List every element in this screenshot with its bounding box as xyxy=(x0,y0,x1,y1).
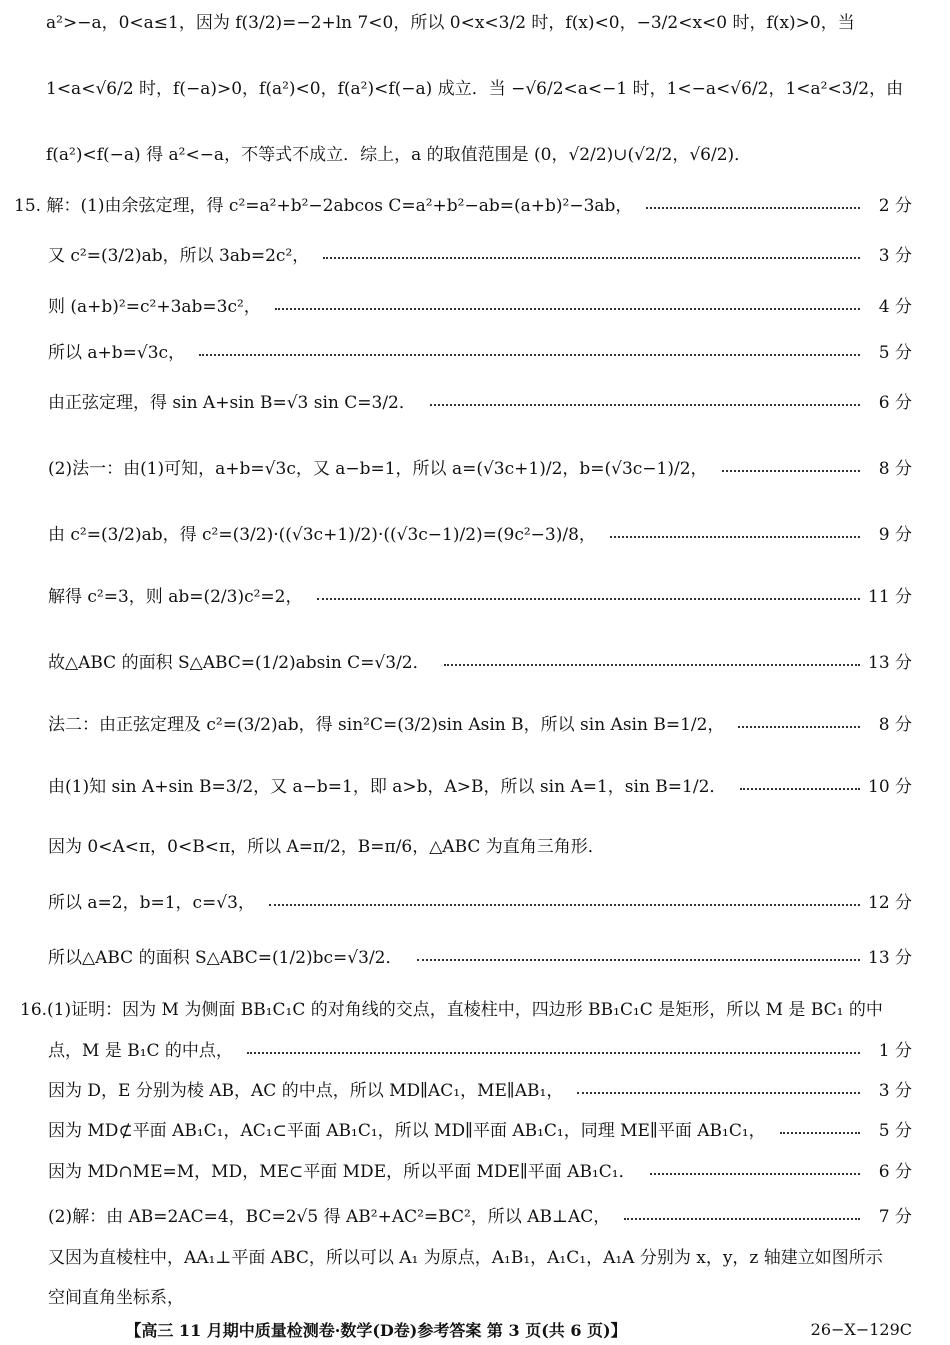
q15-row-3 xyxy=(0,292,950,317)
q15-row-5-text: 由正弦定理，得 sin A+sin B=√3 sin C=3/2． xyxy=(48,393,416,413)
q16-row-5 xyxy=(0,1202,950,1227)
q15-row-7-score: 9 分 xyxy=(878,525,912,545)
q16-row-1 xyxy=(0,1036,950,1061)
q16-line-1: 16.(1)证明：因为 M 为侧面 BB₁C₁C 的对角线的交点，直棱柱中，四边形 BB₁C₁C 是矩形，所以 M 是 BC₁ 的中 xyxy=(20,1000,883,1020)
q16-line-2: 又因为直棱柱中，AA₁⊥平面 ABC，所以可以 A₁ 为原点，A₁B₁，A₁C₁，A₁A 分别为 x，y，z 轴建立如图所示 xyxy=(48,1248,883,1268)
q16-row-1-score: 1 分 xyxy=(878,1041,912,1061)
q15-row-4-score: 5 分 xyxy=(878,343,912,363)
q16-row-4-text: 因为 MD∩ME=M，MD，ME⊂平面 MDE，所以平面 MDE∥平面 AB₁C₁． xyxy=(48,1162,636,1182)
q16-line-3: 空间直角坐标系， xyxy=(48,1288,184,1308)
leader-dots xyxy=(624,1218,860,1220)
footer-title: 【高三 11 月期中质量检测卷·数学(D卷)参考答案 第 3 页(共 6 页)】 xyxy=(125,1321,627,1340)
q15-row-7 xyxy=(0,520,950,545)
q16-row-1-text: 点，M 是 B₁C 的中点， xyxy=(48,1041,233,1061)
footer-code: 26−X−129C xyxy=(810,1320,912,1339)
q15-row-13-text: 所以△ABC 的面积 S△ABC=(1/2)bc=√3/2． xyxy=(48,948,403,968)
q15-row-11-score: 10 分 xyxy=(868,777,913,797)
q15-row-12-text: 所以 a=2，b=1，c=√3， xyxy=(48,893,255,913)
leader-dots xyxy=(317,598,861,600)
leader-dots xyxy=(722,470,860,472)
q16-row-2-score: 3 分 xyxy=(878,1081,912,1101)
q15-row-9-score: 13 分 xyxy=(868,653,913,673)
q15-row-6 xyxy=(0,454,950,479)
leader-dots xyxy=(444,664,860,666)
q15-row-5 xyxy=(0,388,950,413)
q15-row-13 xyxy=(0,943,950,968)
q15-row-8 xyxy=(0,582,950,607)
q16-row-2 xyxy=(0,1076,950,1101)
q15-note: 因为 0<A<π，0<B<π，所以 A=π/2，B=π/6，△ABC 为直角三角形． xyxy=(48,837,605,857)
q15-row-1-score: 2 分 xyxy=(878,196,912,216)
q15-row-4 xyxy=(0,338,950,363)
leader-dots xyxy=(650,1173,860,1175)
leader-dots xyxy=(646,207,860,209)
q16-row-3-score: 5 分 xyxy=(878,1121,912,1141)
leader-dots xyxy=(275,308,860,310)
leader-dots xyxy=(269,904,860,906)
intro-line-2: 1<a<√6/2 时，f(−a)>0，f(a²)<0，f(a²)<f(−a) 成立．当 −√6/2<a<−1 时，1<−a<√6/2，1<a²<3/2，由 xyxy=(46,79,904,99)
q15-row-5-score: 6 分 xyxy=(878,393,912,413)
q16-row-5-score: 7 分 xyxy=(878,1207,912,1227)
q15-row-2 xyxy=(0,241,950,266)
q15-row-2-text: 又 c²=(3/2)ab，所以 3ab=2c²， xyxy=(48,246,310,266)
q16-row-2-text: 因为 D，E 分别为棱 AB，AC 的中点，所以 MD∥AC₁，ME∥AB₁， xyxy=(48,1081,564,1101)
q15-row-12 xyxy=(0,888,950,913)
leader-dots xyxy=(780,1132,860,1134)
q15-row-4-text: 所以 a+b=√3c， xyxy=(48,343,186,363)
q15-row-10-score: 8 分 xyxy=(878,715,912,735)
leader-dots xyxy=(430,404,860,406)
q15-row-8-text: 解得 c²=3，则 ab=(2/3)c²=2， xyxy=(48,587,303,607)
q15-row-3-score: 4 分 xyxy=(878,297,912,317)
leader-dots xyxy=(247,1052,860,1054)
q16-row-3 xyxy=(0,1116,950,1141)
q15-row-10-text: 法二：由正弦定理及 c²=(3/2)ab，得 sin²C=(3/2)sin Asin B，所以 sin Asin B=1/2， xyxy=(48,715,725,735)
q16-row-4-score: 6 分 xyxy=(878,1162,912,1182)
q16-row-5-text: (2)解：由 AB=2AC=4，BC=2√5 得 AB²+AC²=BC²，所以 AB⊥AC， xyxy=(48,1207,611,1227)
q15-row-6-text: (2)法一：由(1)可知，a+b=√3c，又 a−b=1，所以 a=(√3c+1)/2，b=(√3c−1)/2， xyxy=(48,459,708,479)
leader-dots xyxy=(740,788,860,790)
leader-dots xyxy=(199,354,860,356)
q15-row-10 xyxy=(0,710,950,735)
q15-row-1 xyxy=(0,191,950,216)
q15-row-8-score: 11 分 xyxy=(868,587,913,607)
q15-row-11-text: 由(1)知 sin A+sin B=3/2，又 a−b=1，即 a>b，A>B，所以 sin A=1，sin B=1/2． xyxy=(48,777,727,797)
q15-row-9 xyxy=(0,648,950,673)
q15-row-9-text: 故△ABC 的面积 S△ABC=(1/2)absin C=√3/2． xyxy=(48,653,430,673)
leader-dots xyxy=(610,536,860,538)
intro-line-3: f(a²)<f(−a) 得 a²<−a，不等式不成立．综上，a 的取值范围是 (0，√2/2)∪(√2/2，√6/2)． xyxy=(46,145,752,165)
q15-row-12-score: 12 分 xyxy=(868,893,913,913)
leader-dots xyxy=(577,1092,860,1094)
q15-row-13-score: 13 分 xyxy=(868,948,913,968)
page-footer xyxy=(0,1318,950,1341)
q15-row-3-text: 则 (a+b)²=c²+3ab=3c²， xyxy=(48,297,261,317)
q15-row-2-score: 3 分 xyxy=(878,246,912,266)
q16-row-3-text: 因为 MD⊄平面 AB₁C₁，AC₁⊂平面 AB₁C₁，所以 MD∥平面 AB₁C₁，同理 ME∥平面 AB₁C₁， xyxy=(48,1121,766,1141)
q15-row-1-text: 15. 解：(1)由余弦定理，得 c²=a²+b²−2abcos C=a²+b²−ab=(a+b)²−3ab， xyxy=(14,196,633,216)
leader-dots xyxy=(738,726,860,728)
q15-row-11 xyxy=(0,772,950,797)
q16-row-4 xyxy=(0,1157,950,1182)
intro-line-1: a²>−a，0<a≤1，因为 f(3/2)=−2+ln 7<0，所以 0<x<3/2 时，f(x)<0，−3/2<x<0 时，f(x)>0，当 xyxy=(46,13,855,33)
leader-dots xyxy=(323,257,860,259)
q15-row-6-score: 8 分 xyxy=(878,459,912,479)
leader-dots xyxy=(417,959,861,961)
q15-row-7-text: 由 c²=(3/2)ab，得 c²=(3/2)·((√3c+1)/2)·((√3c−1)/2)=(9c²−3)/8， xyxy=(48,525,596,545)
